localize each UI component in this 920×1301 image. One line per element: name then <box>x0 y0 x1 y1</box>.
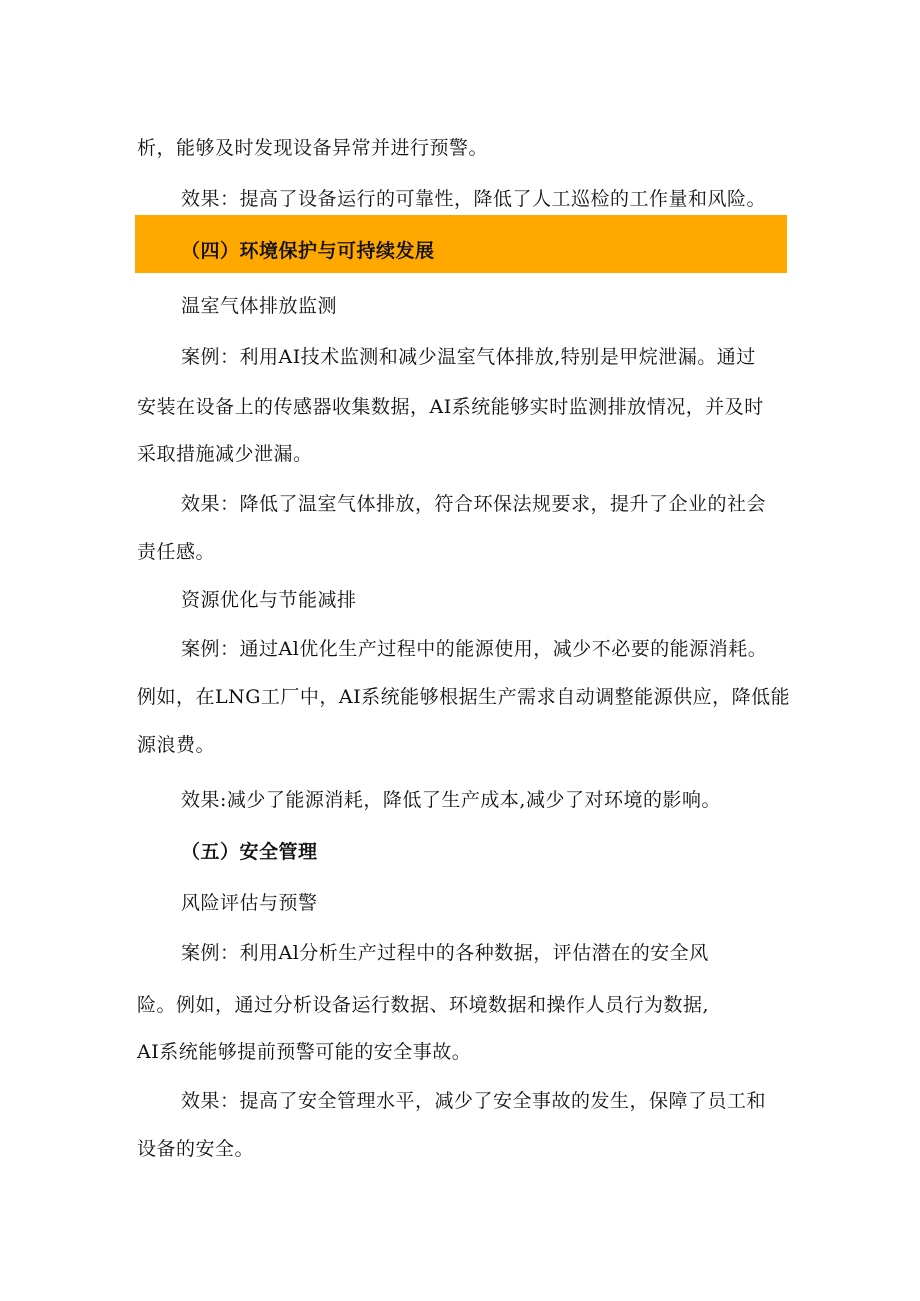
effect-paragraph: 效果：提高了设备运行的可靠性，降低了人工巡检的工作量和风险。 <box>181 188 767 210</box>
case-paragraph-line: 案例：利用Al分析生产过程中的各种数据，评估潜在的安全风 <box>181 942 709 964</box>
subsection-title: 温室气体排放监测 <box>181 295 338 317</box>
effect-paragraph: 效果:减少了能源消耗，降低了生产成本,减少了对环境的影响。 <box>181 789 721 811</box>
case-paragraph-line: 案例：利用AI技术监测和减少温室气体排放,特别是甲烷泄漏。通过 <box>181 346 756 368</box>
subsection-title: 风险评估与预警 <box>181 892 318 914</box>
case-paragraph-line: 例如，在LNG工厂中，AI系统能够根据生产需求自动调整能源供应，降低能 <box>137 686 791 708</box>
case-paragraph-line: 源浪费。 <box>137 734 216 756</box>
subsection-title: 资源优化与节能减排 <box>181 589 357 611</box>
case-paragraph-line: 采取措施减少泄漏。 <box>137 443 313 465</box>
case-paragraph-line: AI系统能够提前预警可能的安全事故。 <box>137 1041 472 1063</box>
effect-paragraph-line: 设备的安全。 <box>137 1138 255 1160</box>
section-heading: （四）环境保护与可持续发展 <box>181 240 435 262</box>
case-paragraph-line: 案例：通过Al优化生产过程中的能源使用，减少不必要的能源消耗。 <box>181 638 768 660</box>
section-heading: （五）安全管理 <box>181 841 318 863</box>
case-paragraph-line: 安装在设备上的传感器收集数据，AI系统能够实时监测排放情况，并及时 <box>137 396 764 418</box>
effect-paragraph-line: 效果：降低了温室气体排放，符合环保法规要求，提升了企业的社会 <box>181 493 767 515</box>
paragraph-line: 析，能够及时发现设备异常并进行预警。 <box>137 137 489 159</box>
effect-paragraph-line: 效果：提高了安全管理水平，减少了安全事故的发生，保障了员工和 <box>181 1090 767 1112</box>
case-paragraph-line: 险。例如，通过分析设备运行数据、环境数据和操作人员行为数据, <box>137 994 710 1016</box>
effect-paragraph-line: 责任感。 <box>137 541 216 563</box>
